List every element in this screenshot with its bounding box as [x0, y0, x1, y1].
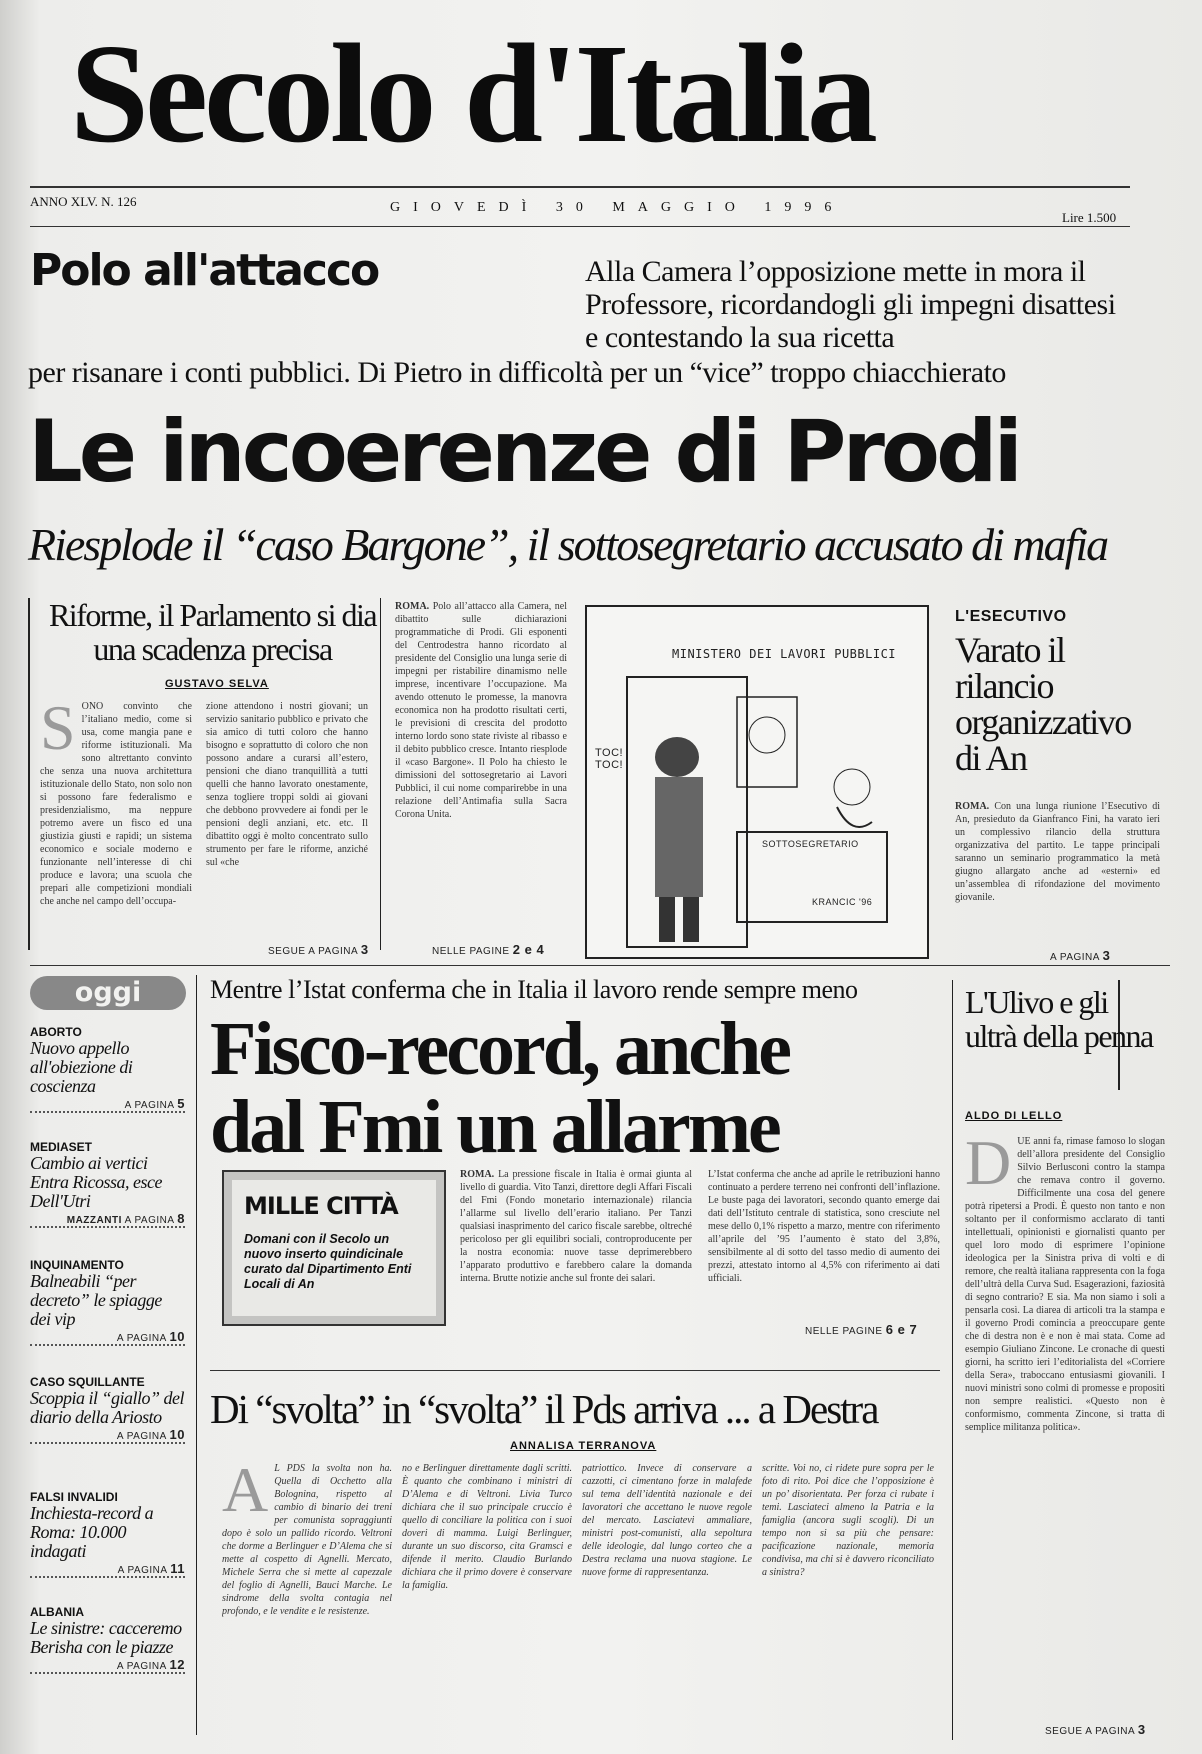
- esecutivo-title: Varato il rilancio organizzativo di An: [955, 630, 1131, 778]
- ulivo-title: L'Ulivo e gli ultrà della penna: [965, 984, 1153, 1054]
- lead-deck-2: per risanare i conti pubblici. Di Pietro in difficoltà per un “vice” troppo chiacchierato: [28, 356, 1006, 389]
- oggi-item-albania[interactable]: ALBANIA Le sinistre: cacceremo Berisha con le piazze A PAGINA 12: [30, 1605, 185, 1672]
- mille-text: Domani con il Secolo un nuovo inserto quindicinale curato dal Dipartimento Enti Locali di An: [244, 1232, 412, 1291]
- fisco-col-2: L’Istat conferma che anche ad aprile le retribuzioni hanno continuato a perdere terreno nei confronti dell’inflazione. Le buste paga dei lavoratori, secondo quanto emerge dai dati dell’Istituto centrale di statistica, sono cresciute nel mese dello 0,1% rispetto a marzo, mentre con riferimento all’aprile del ’95 l’aumento è stato del 3,8%, sensibilmente al di sotto del tasso medio di aumento dei prezzi, attestato intorno al 4,5% con riferimento ai dati ufficiali.: [708, 1169, 940, 1284]
- price: Lire 1.500: [1062, 210, 1117, 225]
- editorial-title: Riforme, il Parlamento si dia una scadenza precisa: [48, 597, 377, 667]
- news-1-text: ROMA. Polo all’attacco alla Camera, nel dibattito sulle dichiarazioni programmatiche di Prodi. Gli esponenti del Centrodestra hanno ricordato al presidente del Consiglio una lunga serie di impegni per ristabilire dinamismo nelle imprese, incentivare l’occupazione. Ma avendo ottenuto le promesse, la manovra economica non ha prodotto risultati certi, le previsioni di crescita del prodotto interno lordo sono state riviste al ribasso e il debito pubblico cresce. Intanto riesplode il «caso Bargone». Il Polo ha chiesto le dimissioni del sottosegretario ai Lavori Pubblici, il cui nome comparirebbe in una relazione dell’Antimafia sulla Sacra Corona Unita.: [395, 601, 567, 820]
- cartoon-sign: MINISTERO DEI LAVORI PUBBLICI: [672, 647, 897, 661]
- cartoon-signature: KRANCIC '96: [812, 897, 873, 907]
- fisco-continued: NELLE PAGINE 6 e 7: [805, 1322, 918, 1337]
- ulivo-text: DUE anni fa, rimase famoso lo slogan dell’allora presidente del Consiglio Silvio Berlusconi contro la stampa che remava contro il governo. Difficilmente una cosa del genere potrà ripetersi a Prodi. È questo non tanto e non soltanto per il conformismo acclarato di tanti intellettuali, opinionisti e giornalisti quanto per quel loro modo di esprimere l’opinione ideologica per la Sinistra priva di volti e di remore, che realtà italiana rappresenta con la foga dell’ultrà della Curva Sud. Esagerazioni, faziosità di segno contrario? E sia. Ma non siamo i soli a pensarla così. La diarea di articoli tra la stampa e il governo Prodi comincia a preoccupare gente che di destra non è e non è mai stata. Come ad esempio Giuliano Zincone. Le cronache di questi giorni, ha scritto ieri l’editorialista del «Corriere della Sera», traboccano entusiasmi giovanili. I nuovi ministri sono colmi di promesse e propositi non sempre realistici. «Questo non è conformismo, commenta Zincone, si tratta di semplice militanza politica».: [965, 1135, 1165, 1433]
- fisco-col-1: ROMA. La pressione fiscale in Italia è ormai giunta al livello di guardia. Vito Tanzi, direttore degli Affari Fiscali del Fmi (Fondo monetario internazionale) rilancia l’allarme sul livello dell’erario italiano. Per Tanzi qualsiasi inasprimento del carico fiscale sarebbe, oltreché pericoloso per gli equilibri sociali, controproducente per la nostra economia: nuove tasse deprimerebbero l’apparato produttivo e farebbero calare la domanda interna. Brutte notizie anche sul fronte dei salari.: [460, 1169, 692, 1284]
- svolta-col-3: patriottico. Invece di conservare a cazzotti, ci cimentano forze in malafede sul tema dell’identità nazionale e dei lavoratori che accettano le nuove regole del mercato. Lasciatevi ammaliare, ministri post-comunisti, alla sepoltura delle ideologie, dal lungo corteo che a Destra reclama una nuova stagione. Le nuove forme di rappresentanza.: [582, 1463, 752, 1578]
- section-rule: [30, 965, 1170, 966]
- editorial-dropcap: S: [40, 700, 76, 763]
- oggi-item-aborto[interactable]: ABORTO Nuovo appello all'obiezione di coscienza A PAGINA 5: [30, 1025, 185, 1111]
- svolta-headline: Di “svolta” in “svolta” il Pds arriva ... a Destra: [210, 1386, 878, 1432]
- cartoon-sound: TOC! TOC!: [595, 747, 624, 771]
- editorial-continued: SEGUE A PAGINA 3: [268, 942, 369, 957]
- svolta-author: ANNALISA TERRANOVA: [510, 1440, 657, 1452]
- ulivo-left-rule: [952, 980, 953, 1740]
- mille-citta-box[interactable]: [222, 1170, 446, 1326]
- oggi-item-falsi-invalidi[interactable]: FALSI INVALIDI Inchiesta-record a Roma: 10.000 indagati A PAGINA 11: [30, 1490, 185, 1576]
- lead-subhead: Riesplode il “caso Bargone”, il sottosegretario accusato di mafia: [28, 519, 1108, 570]
- lead-deck-1: Alla Camera l’opposizione mette in mora il Professore, ricordandogli gli impegni disattesi e contestando la sua ricetta: [585, 255, 1116, 354]
- esecutivo-continued: A PAGINA 3: [1050, 948, 1111, 963]
- issue-date: GIOVEDÌ 30 MAGGIO 1996: [390, 200, 845, 215]
- lead-headline: Le incoerenze di Prodi: [28, 402, 1019, 502]
- ulivo-dropcap: D: [965, 1135, 1012, 1198]
- mille-title: MILLE CITTÀ: [244, 1192, 398, 1220]
- svolta-col-1: A L PDS la svolta non ha. Quella di Occhetto alla Bolognina, rispetto al cambio di binario dei treni per comunista sopraggiunti dopo è solo un pallido ricordo. Veltroni che dorme a Berlinguer e D’Alema che si mette al cospetto di Agnelli. Mercato, Michele Serra che si mette al capezzale del foglio di Agnelli, Bauci Marche. Le sindrome della svolta contagia nel profondo, e le vendite e le resistenze.: [222, 1462, 392, 1617]
- esecutivo-text: ROMA. Con una lunga riunione l’Esecutivo di An, presieduto da Gianfranco Fini, ha varato ieri un complessivo rilancio della struttura organizzativa del partito. Le tappe principali saranno un seminario programmatico la metà giugno allargato anche ad «esterni» ed un’assemblea di rifondazione del movimento giovanile.: [955, 801, 1160, 903]
- news-1-continued: NELLE PAGINE 2 e 4: [432, 942, 545, 957]
- editorial-col-1: SONO convinto che l’italiano medio, come si usa, come mangia pane e riforme istituzionali. Ma sono altrettanto convinto che senza una nuova architettura istituzionale dello Stato, non solo non si possono fare federalismo e presidenzialismo, ma neppure potremo avere un fisco ed una giustizia giusti e rapidi; un sistema economico e sociale moderno e funzionante nell’interesse di chi produce e lavora; una scuola che prepari alle competizioni mondiali che anche nel campo dell’occupa-: [40, 700, 192, 907]
- svolta-col-4: scritte. Voi no, ci ridete pure sopra per le foto di rito. Poi dice che l’opposizione è un po’ disorientata. Per forza ci rubate i temi. Lasciateci almeno la Patria e la famiglia (ancora sugli scogli). Di un tempo non si sa più che pensare: pacificazione nazionale, memoria condivisa, ma chi si è davvero riconciliato a sinistra?: [762, 1463, 934, 1578]
- editorial-author: GUSTAVO SELVA: [165, 678, 269, 690]
- oggi-item-caso-squillante[interactable]: CASO SQUILLANTE Scoppia il “giallo” del diario della Ariosto A PAGINA 10: [30, 1375, 185, 1442]
- svolta-dropcap: A: [222, 1462, 269, 1525]
- esecutivo-kicker: L'ESECUTIVO: [955, 608, 1067, 625]
- svolta-rule: [210, 1370, 940, 1371]
- column-rule: [380, 598, 381, 950]
- sidebar-rule: [196, 975, 197, 1735]
- masthead-rule: [30, 186, 1130, 188]
- svolta-col-2: no e Berlinguer direttamente dagli scritti. È quanto che combinano i ministri di D’Alema e di Veltroni. Livia Turco dichiara che il suo principale cruccio è quello di conciliare la politica con i suoi doveri di mamma. Luigi Berlinguer, durante un suo discorso, cita Gramsci e difende il merito. Claudio Burlando dichiara che il primo dovere è conservare la famiglia.: [402, 1463, 572, 1591]
- ulivo-continued: SEGUE A PAGINA 3: [1045, 1722, 1146, 1737]
- ulivo-author: ALDO DI LELLO: [965, 1110, 1063, 1122]
- masthead-title: Secolo d'Italia: [70, 14, 874, 172]
- cartoon-desk-sign: SOTTOSEGRETARIO: [762, 839, 859, 849]
- editorial-left-rule: [28, 598, 30, 950]
- oggi-badge: oggi: [30, 976, 186, 1010]
- lead-kicker: Polo all'attacco: [30, 245, 379, 296]
- issue-number: ANNO XLV. N. 126: [30, 194, 137, 209]
- date-rule: [30, 226, 1130, 227]
- oggi-item-mediaset[interactable]: MEDIASET Cambio ai vertici Entra Ricossa, esce Dell'Utri MAZZANTI A PAGINA 8: [30, 1140, 185, 1226]
- fisco-headline: Fisco-record, anche dal Fmi un allarme: [210, 1007, 789, 1169]
- editorial-col-2: zione attendono i nostri giovani; un servizio sanitario pubblico e privato che sia amico di tutti coloro che hanno bisogno e soprattutto di coloro che non possono andare a curarsi all’estero, pensioni che diano tranquillità a tutti quelli che hanno lavorato onestamente, senza togliere troppi soldi ai giovani che debbono provvedere ai fondi per le pensioni degli anziani, etc. etc. Il dibattito oggi è molto concentrato sullo strumento per fare le riforme, anziché sul «che: [206, 701, 368, 868]
- oggi-item-inquinamento[interactable]: INQUINAMENTO Balneabili “per decreto” le spiagge dei vip A PAGINA 10: [30, 1258, 185, 1344]
- fisco-kicker: Mentre l’Istat conferma che in Italia il lavoro rende sempre meno: [210, 975, 858, 1004]
- political-cartoon: [585, 605, 929, 959]
